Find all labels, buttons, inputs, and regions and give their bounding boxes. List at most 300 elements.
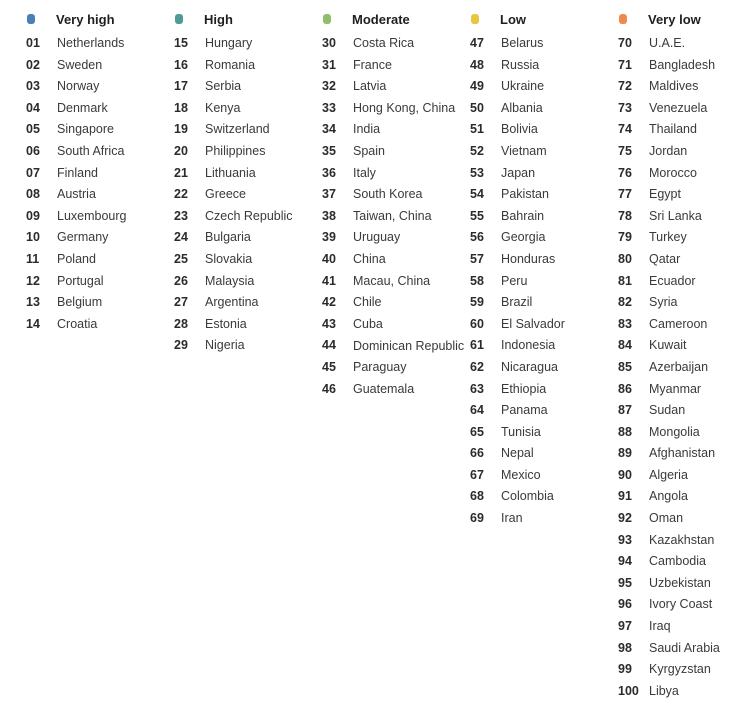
rank-number: 68 [470, 489, 484, 504]
rank-number: 90 [618, 467, 632, 482]
ranking-row [618, 357, 750, 379]
country-name: Uzbekistan [649, 575, 711, 590]
rank-number: 75 [618, 143, 632, 158]
ranking-row [618, 184, 750, 206]
rank-number: 18 [174, 100, 188, 115]
country-name: Jordan [649, 143, 688, 158]
ranking-row [470, 98, 618, 120]
country-name: Nicaragua [501, 359, 558, 374]
ranking-row [618, 55, 750, 77]
ranking-row [618, 400, 750, 422]
country-name: Poland [57, 251, 96, 266]
rank-number: 71 [618, 57, 632, 72]
country-name: Saudi Arabia [649, 640, 720, 655]
country-name: Italy [353, 165, 376, 180]
ranking-row [26, 271, 174, 293]
tier-column-moderate [322, 9, 470, 400]
ranking-row [174, 249, 322, 271]
rank-number: 52 [470, 143, 484, 158]
country-name: Iran [501, 511, 523, 526]
ranking-row [470, 163, 618, 185]
rank-number: 29 [174, 338, 188, 353]
ranking-row [322, 98, 470, 120]
country-name: Luxembourg [57, 208, 127, 223]
ranking-row [322, 271, 470, 293]
ranking-row [470, 443, 618, 465]
ranking-row [26, 227, 174, 249]
rank-number: 35 [322, 143, 336, 158]
country-name: Thailand [649, 122, 697, 137]
rank-number: 81 [618, 273, 632, 288]
ranking-row [26, 76, 174, 98]
country-name: Panama [501, 403, 548, 418]
country-name: Finland [57, 165, 98, 180]
country-name: Algeria [649, 467, 688, 482]
ranking-row [618, 379, 750, 401]
rank-number: 47 [470, 36, 484, 50]
tier-color-swatch [323, 14, 331, 24]
country-name: Vietnam [501, 143, 547, 158]
country-name: Norway [57, 79, 100, 94]
country-name: Bulgaria [205, 230, 251, 245]
country-name: Angola [649, 489, 688, 504]
rank-number: 95 [618, 575, 632, 590]
country-name: Kyrgyzstan [649, 662, 711, 677]
country-name: Myanmar [649, 381, 702, 396]
country-name: Georgia [501, 230, 546, 245]
country-name: Cuba [353, 316, 383, 331]
rank-number: 69 [470, 511, 484, 526]
rank-number: 16 [174, 57, 188, 72]
ranking-row [618, 119, 750, 141]
rank-number: 61 [470, 338, 484, 353]
country-name: U.A.E. [649, 36, 686, 50]
ranking-row [26, 292, 174, 314]
ranking-row [470, 184, 618, 206]
rank-number: 08 [26, 187, 40, 202]
ranking-row [618, 227, 750, 249]
rank-number: 80 [618, 251, 632, 266]
country-name: Denmark [57, 100, 108, 115]
rank-number: 09 [26, 208, 40, 223]
ranking-row [470, 271, 618, 293]
country-name: Albania [501, 100, 543, 115]
rank-number: 57 [470, 251, 484, 266]
country-name: Brazil [501, 295, 533, 310]
rank-number: 05 [26, 122, 40, 137]
country-name: Uruguay [353, 230, 401, 245]
ranking-row [618, 163, 750, 185]
ranking-row [618, 206, 750, 228]
country-name: Argentina [205, 295, 259, 310]
country-name: Czech Republic [205, 208, 293, 223]
ranking-row [174, 314, 322, 336]
tier-label: Very low [648, 11, 701, 27]
ranking-row [174, 55, 322, 77]
rank-number: 91 [618, 489, 632, 504]
ranking-row [470, 400, 618, 422]
ranking-row [322, 206, 470, 228]
tier-header [174, 9, 322, 29]
ranking-row [470, 119, 618, 141]
rank-number: 98 [618, 640, 632, 655]
country-name: Spain [353, 143, 385, 158]
country-name: Greece [205, 187, 246, 202]
ranking-row [174, 271, 322, 293]
rank-number: 22 [174, 187, 188, 202]
country-name: Lithuania [205, 165, 256, 180]
tier-column-low [470, 9, 618, 530]
rank-number: 96 [618, 597, 632, 612]
country-name: Indonesia [501, 338, 556, 353]
country-name: Romania [205, 57, 256, 72]
country-name: Paraguay [353, 359, 407, 374]
ranking-row [322, 227, 470, 249]
rank-number: 64 [470, 403, 484, 418]
rank-number: 77 [618, 187, 632, 202]
rank-number: 38 [322, 208, 336, 223]
tier-column-very-high [26, 9, 174, 335]
ranking-row [322, 119, 470, 141]
country-name: Hong Kong, China [353, 100, 456, 115]
ranking-row [174, 184, 322, 206]
rank-number: 27 [174, 295, 188, 310]
tier-label: High [204, 11, 233, 27]
rank-number: 19 [174, 122, 188, 137]
ranking-row [618, 98, 750, 120]
ranking-row [470, 335, 618, 357]
country-name: Russia [501, 57, 540, 72]
ranking-row [322, 76, 470, 98]
tier-color-swatch [471, 14, 479, 24]
rank-number: 51 [470, 122, 484, 137]
ranking-row [470, 55, 618, 77]
country-name: Estonia [205, 316, 247, 331]
country-name: Venezuela [649, 100, 708, 115]
ranking-row [618, 33, 750, 55]
country-name: Ecuador [649, 273, 696, 288]
country-name: Iraq [649, 619, 671, 634]
rank-number: 44 [322, 338, 336, 353]
ranking-row [470, 508, 618, 530]
rank-number: 03 [26, 79, 40, 94]
rank-number: 06 [26, 143, 40, 158]
ranking-row [26, 314, 174, 336]
ranking-row [174, 292, 322, 314]
rank-number: 33 [322, 100, 336, 115]
rank-number: 14 [26, 316, 40, 331]
rank-number: 26 [174, 273, 188, 288]
rank-number: 36 [322, 165, 336, 180]
country-name: South Korea [353, 187, 423, 202]
country-list [618, 33, 750, 702]
country-name: El Salvador [501, 316, 565, 331]
country-name: Dominican Republic [353, 338, 465, 353]
country-name: Egypt [649, 187, 681, 202]
ranking-row [322, 314, 470, 336]
rank-number: 01 [26, 36, 40, 50]
country-name: Croatia [57, 316, 98, 331]
country-name: Chile [353, 295, 382, 310]
ranking-row [174, 33, 322, 55]
country-name: Cameroon [649, 316, 708, 331]
rank-number: 32 [322, 79, 336, 94]
ranking-row [322, 184, 470, 206]
rank-number: 58 [470, 273, 484, 288]
country-name: Qatar [649, 251, 681, 266]
rank-number: 31 [322, 57, 336, 72]
rank-number: 45 [322, 359, 336, 374]
country-name: Austria [57, 187, 96, 202]
rank-number: 83 [618, 316, 632, 331]
rank-number: 94 [618, 554, 632, 569]
country-name: Ivory Coast [649, 597, 713, 612]
ranking-row [618, 292, 750, 314]
tier-label: Moderate [352, 11, 410, 27]
rank-number: 11 [26, 251, 40, 266]
country-name: Syria [649, 295, 678, 310]
tier-color-swatch [175, 14, 183, 24]
tier-label: Low [500, 11, 526, 27]
ranking-row [470, 33, 618, 55]
ranking-row [26, 206, 174, 228]
ranking-row [618, 465, 750, 487]
rank-number: 28 [174, 316, 188, 331]
rank-number: 15 [174, 36, 188, 50]
rank-number: 86 [618, 381, 632, 396]
ranking-row [470, 357, 618, 379]
ranking-row [174, 119, 322, 141]
ranking-row [618, 486, 750, 508]
rank-number: 70 [618, 36, 632, 50]
country-list [322, 33, 470, 400]
rank-number: 02 [26, 57, 40, 72]
ranking-row [618, 141, 750, 163]
rank-number: 97 [618, 619, 632, 634]
rank-number: 43 [322, 316, 336, 331]
tier-header [470, 9, 618, 29]
ranking-row [26, 119, 174, 141]
rank-number: 62 [470, 359, 484, 374]
country-name: Tunisia [501, 424, 541, 439]
ranking-row [618, 249, 750, 271]
country-name: Latvia [353, 79, 387, 94]
country-name: Bahrain [501, 208, 545, 223]
rank-number: 74 [618, 122, 632, 137]
ranking-row [174, 98, 322, 120]
country-name: Kazakhstan [649, 532, 715, 547]
country-name: Japan [501, 165, 536, 180]
country-name: Maldives [649, 79, 699, 94]
ranking-row [470, 206, 618, 228]
rank-number: 50 [470, 100, 484, 115]
ranking-row [618, 573, 750, 595]
rank-number: 41 [322, 273, 336, 288]
rank-number: 34 [322, 122, 336, 137]
rank-number: 55 [470, 208, 484, 223]
country-name: Belgium [57, 295, 103, 310]
rank-number: 85 [618, 359, 632, 374]
rank-number: 39 [322, 230, 336, 245]
country-name: Azerbaijan [649, 359, 709, 374]
ranking-row [322, 357, 470, 379]
country-name: Germany [57, 230, 109, 245]
country-name: Serbia [205, 79, 242, 94]
ranking-row [618, 551, 750, 573]
rank-number: 99 [618, 662, 632, 677]
country-name: Morocco [649, 165, 697, 180]
rank-number: 72 [618, 79, 632, 94]
country-name: Taiwan, China [353, 208, 432, 223]
ranking-row [470, 249, 618, 271]
country-name: Belarus [501, 36, 544, 50]
rank-number: 82 [618, 295, 632, 310]
rank-number: 23 [174, 208, 188, 223]
ranking-row [618, 681, 750, 703]
ranking-row [26, 55, 174, 77]
country-list [174, 33, 322, 357]
ranking-row [618, 659, 750, 681]
country-name: Sweden [57, 57, 103, 72]
country-list [470, 33, 618, 530]
country-name: Singapore [57, 122, 114, 137]
country-name: Costa Rica [353, 36, 415, 50]
country-name: Mongolia [649, 424, 700, 439]
country-name: Peru [501, 273, 528, 288]
ranking-row [322, 249, 470, 271]
country-name: Netherlands [57, 36, 125, 50]
ranking-row [618, 594, 750, 616]
rank-number: 89 [618, 446, 632, 461]
rank-number: 84 [618, 338, 632, 353]
tier-color-swatch [27, 14, 35, 24]
ranking-row [618, 443, 750, 465]
rank-number: 73 [618, 100, 632, 115]
tier-column-very-low [618, 9, 750, 702]
rank-number: 24 [174, 230, 188, 245]
country-name: Pakistan [501, 187, 549, 202]
ranking-row [174, 76, 322, 98]
country-name: Nepal [501, 446, 534, 461]
country-list [26, 33, 174, 335]
ranking-row [618, 530, 750, 552]
rank-number: 93 [618, 532, 632, 547]
country-name: Honduras [501, 251, 556, 266]
rank-number: 40 [322, 251, 336, 266]
ranking-row [618, 314, 750, 336]
rank-number: 12 [26, 273, 40, 288]
country-name: China [353, 251, 386, 266]
ranking-row [618, 271, 750, 293]
ranking-row [174, 141, 322, 163]
ranking-row [470, 465, 618, 487]
tier-column-high [174, 9, 322, 357]
rank-number: 37 [322, 187, 336, 202]
country-name: Sri Lanka [649, 208, 702, 223]
tier-header [322, 9, 470, 29]
country-name: Afghanistan [649, 446, 716, 461]
ranking-row [26, 249, 174, 271]
rank-number: 67 [470, 467, 484, 482]
country-name: Ukraine [501, 79, 545, 94]
ranking-row [470, 141, 618, 163]
ranking-row [322, 335, 470, 357]
ranking-row [618, 422, 750, 444]
country-name: Portugal [57, 273, 104, 288]
country-name: India [353, 122, 381, 137]
ranking-row [174, 335, 322, 357]
ranking-row [322, 33, 470, 55]
ranking-row [26, 33, 174, 55]
country-name: Guatemala [353, 381, 415, 396]
ranking-row [174, 163, 322, 185]
rank-number: 66 [470, 446, 484, 461]
country-name: Cambodia [649, 554, 706, 569]
ranking-row [470, 422, 618, 444]
country-name: Sudan [649, 403, 686, 418]
rank-number: 100 [618, 683, 639, 698]
country-name: Hungary [205, 36, 253, 50]
rank-number: 30 [322, 36, 336, 50]
ranking-row [322, 292, 470, 314]
rank-number: 87 [618, 403, 632, 418]
tier-label: Very high [56, 11, 115, 27]
rank-number: 48 [470, 57, 484, 72]
rank-number: 20 [174, 143, 188, 158]
ranking-row [470, 227, 618, 249]
rank-number: 21 [174, 165, 188, 180]
country-name: Turkey [649, 230, 687, 245]
ranking-row [618, 638, 750, 660]
country-name: Slovakia [205, 251, 253, 266]
rank-number: 17 [174, 79, 188, 94]
ranking-row [470, 292, 618, 314]
country-name: Bangladesh [649, 57, 716, 72]
tier-color-swatch [619, 14, 627, 24]
rank-number: 53 [470, 165, 484, 180]
country-name: Ethiopia [501, 381, 547, 396]
ranking-row [174, 227, 322, 249]
rank-number: 56 [470, 230, 484, 245]
rank-number: 10 [26, 230, 40, 245]
ranking-row [26, 98, 174, 120]
country-name: Malaysia [205, 273, 255, 288]
country-name: Colombia [501, 489, 554, 504]
ranking-row [470, 379, 618, 401]
ranking-row [322, 55, 470, 77]
country-name: South Africa [57, 143, 125, 158]
country-name: Kenya [205, 100, 241, 115]
country-name: Macau, China [353, 273, 431, 288]
country-name: Switzerland [205, 122, 270, 137]
rank-number: 54 [470, 187, 484, 202]
ranking-row [618, 616, 750, 638]
ranking-row [322, 379, 470, 401]
rank-number: 92 [618, 511, 632, 526]
country-name: Mexico [501, 467, 541, 482]
country-name: Kuwait [649, 338, 687, 353]
ranking-row [26, 141, 174, 163]
rank-number: 79 [618, 230, 632, 245]
ranking-row [618, 508, 750, 530]
ranking-row [174, 206, 322, 228]
rank-number: 78 [618, 208, 632, 223]
ranking-row [470, 314, 618, 336]
rank-number: 65 [470, 424, 484, 439]
rank-number: 04 [26, 100, 40, 115]
rank-number: 25 [174, 251, 188, 266]
ranking-row [470, 486, 618, 508]
